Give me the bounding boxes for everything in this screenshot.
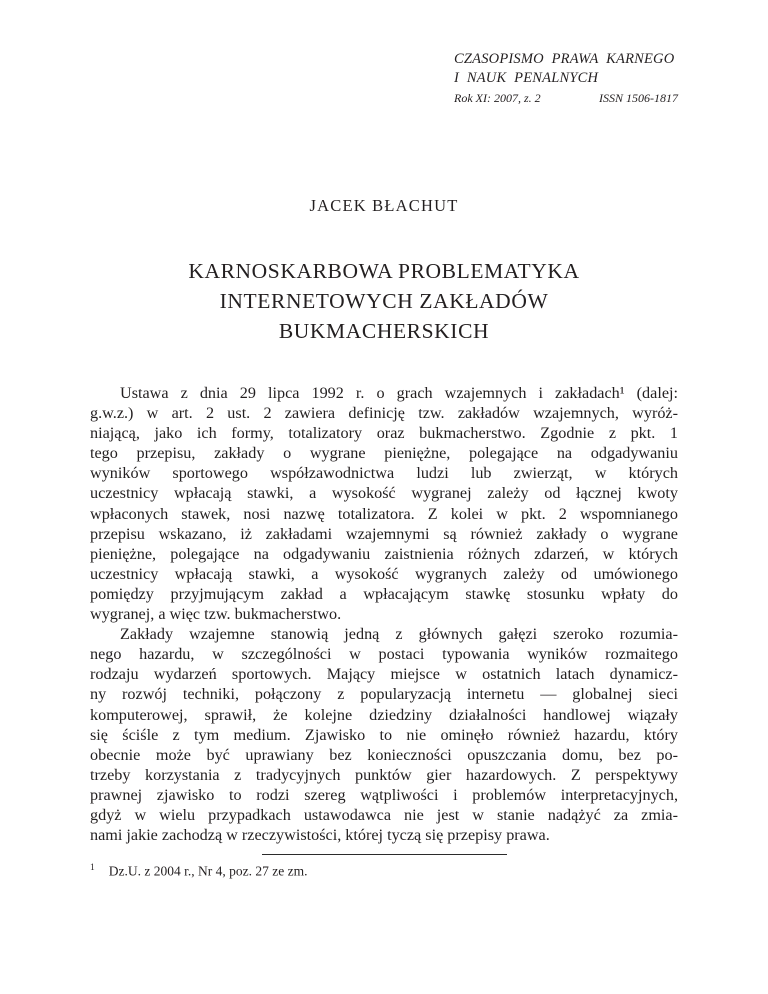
paragraph-line: Zakłady wzajemne stanowią jedną z głównych gałęzi szeroko rozumia- — [120, 625, 678, 644]
journal-name-line2: I NAUK PENALNYCH — [454, 70, 599, 86]
paragraph-line: g.w.z.) w art. 2 ust. 2 zawiera definicję tzw. zakładów wzajemnych, wyróż- — [90, 404, 678, 423]
journal-meta — [454, 91, 678, 106]
paragraph-line: niającą, jako ich formy, totalizatory oraz bukmacherstwo. Zgodnie z pkt. 1 — [90, 424, 678, 443]
footnote-marker: 1 — [90, 863, 95, 874]
article-title-line: BUKMACHERSKICH — [278, 319, 490, 343]
footnote — [90, 863, 678, 880]
journal-issn: ISSN 1506-1817 — [599, 91, 678, 105]
paragraph-line: nego hazardu, w szczególności w postaci typowania wyników rozmaitego — [90, 645, 678, 664]
paragraph-line: Ustawa z dnia 29 lipca 1992 r. o grach wzajemnych i zakładach¹ (dalej: — [120, 384, 678, 402]
paragraph-line: prawnej zjawisko to rodzi szereg wątpliwości i problemów interpretacyjnych, — [90, 785, 678, 804]
article-title-line: KARNOSKARBOWA PROBLEMATYKA — [188, 259, 580, 283]
paragraph-line: tego przepisu, zakłady o wygrane pieniężne, polegające na odgadywaniu — [90, 444, 678, 463]
journal-name-line1: CZASOPISMO PRAWA KARNEGO — [454, 51, 675, 67]
article-title — [90, 256, 678, 346]
footnote-separator — [262, 854, 507, 855]
paragraph-line: uczestnicy wpłacają stawki, a wysokość wygranych zależy od umówionego — [90, 564, 678, 583]
paragraph-line: się ściśle z tym medium. Zjawisko to nie ominęło również hazardu, który — [90, 725, 678, 744]
paragraph-line: obecnie może być uprawiany bez konieczności opuszczania domu, bez po- — [90, 745, 678, 764]
paragraph-line: gdyż w wielu przypadkach ustawodawca nie jest w stanie nadążyć za zmia- — [90, 805, 678, 824]
author-name: JACEK BŁACHUT — [309, 196, 459, 215]
paragraph-line: rodzaju wydarzeń sportowych. Mający miejsce w ostatnich latach dynamicz- — [90, 665, 678, 684]
journal-header — [454, 50, 678, 106]
paragraph-line: trzeby korzystania z tradycyjnych punktów gier hazardowych. Z perspektywy — [90, 765, 678, 784]
paragraph-line: przepisu wskazano, iż zakładami wzajemnymi są również zakłady o wygrane — [90, 524, 678, 543]
paragraph-line: wpłaconych stawek, nosi nazwę totalizatora. Z kolei w pkt. 2 wspomnianego — [90, 504, 678, 523]
article-title-line: INTERNETOWYCH ZAKŁADÓW — [219, 289, 549, 313]
paragraph-line: wygranej, a więc tzw. bukmacherstwo. — [90, 605, 342, 624]
footnote-text: Dz.U. z 2004 r., Nr 4, poz. 27 ze zm. — [108, 863, 308, 879]
paragraph-line: pieniężne, polegające na odgadywaniu zaistnienia różnych zdarzeń, w których — [90, 544, 678, 563]
journal-volume: Rok XI: 2007, z. 2 — [454, 91, 541, 105]
paragraph-line: wyników sportowego współzawodnictwa ludzi lub zwierząt, w których — [90, 464, 678, 483]
paragraph-line: ny rozwój techniki, połączony z popularyzacją internetu — globalnej sieci — [90, 685, 678, 704]
article-body — [90, 383, 678, 845]
paragraph-line: pomiędzy przyjmującym zakład a wpłacającym stawkę stosunku wpłaty do — [90, 584, 678, 603]
paragraph-line: nami jakie zachodzą w rzeczywistości, której tyczą się przepisy prawa. — [90, 826, 550, 845]
paragraph-line: uczestnicy wpłacają stawki, a wysokość wygranej zależy od łącznej kwoty — [90, 484, 678, 503]
paragraph-line: komputerowej, sprawił, że kolejne dziedziny działalności handlowej wiązały — [90, 705, 678, 724]
